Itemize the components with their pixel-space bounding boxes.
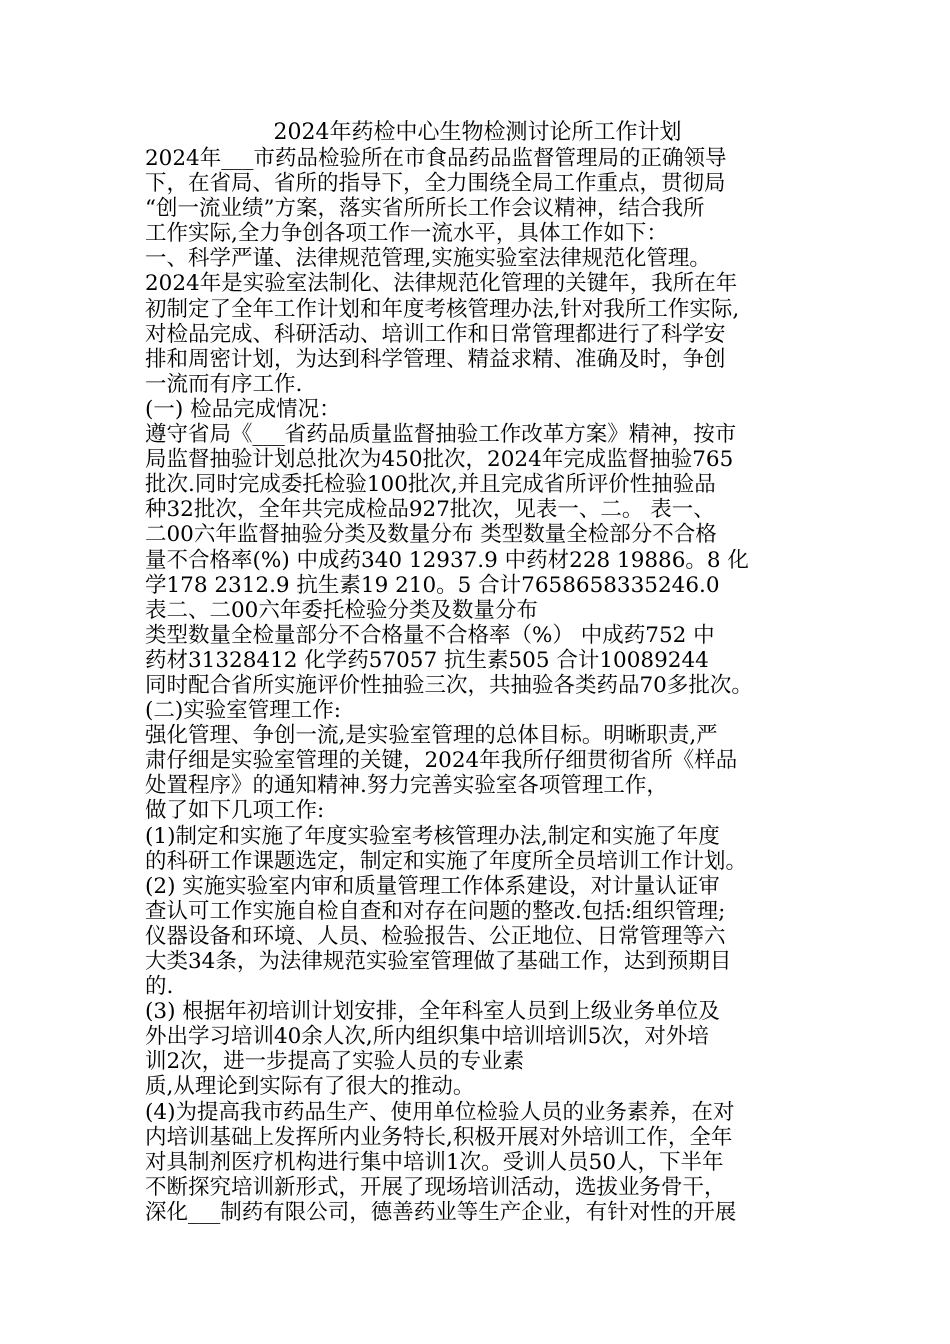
body-line: (1)制定和实施了年度实验室考核管理办法,制定和实施了年度	[145, 823, 720, 849]
body-line: 类型数量全检量部分不合格量不合格率（%） 中成药752 中	[145, 622, 715, 648]
body-line: 不断探究培训新形式，开展了现场培训活动，选拔业务骨干，	[145, 1174, 726, 1200]
body-line: 深化___制药有限公司，德善药业等生产企业，有针对性的开展	[145, 1199, 737, 1225]
body-line: (4)为提高我市药品生产、使用单位检验人员的业务素养，在对	[145, 1099, 735, 1125]
body-line: 内培训基础上发挥所内业务特长,积极开展对外培训工作，全年	[145, 1124, 733, 1150]
document-title: 2024年药检中心生物检测讨论所工作计划	[273, 120, 682, 145]
body-line: 对检品完成、科研活动、培训工作和日常管理都进行了科学安	[145, 321, 726, 347]
body-line: 表二、二00六年委托检验分类及数量分布	[145, 597, 538, 623]
body-line: 遵守省局《___省药品质量监督抽验工作改革方案》精神，按市	[145, 422, 737, 448]
body-line: (2) 实施实验室内审和质量管理工作体系建设，对计量认证审	[145, 873, 720, 899]
body-line: 做了如下几项工作:	[145, 798, 325, 824]
body-line: 工作实际,全力争创各项工作一流水平，具体工作如下：	[145, 221, 668, 247]
body-line: 质,从理论到实际有了很大的推动。	[145, 1074, 475, 1100]
body-line: 下，在省局、省所的指导下，全力围绕全局工作重点，贯彻局	[145, 171, 726, 197]
body-line: 仪器设备和环境、人员、检验报告、公正地位、日常管理等六	[145, 923, 726, 949]
body-line: 查认可工作实施自检自查和对存在问题的整改.包括:组织管理;	[145, 898, 726, 924]
body-line: 大类34条，为法律规范实验室管理做了基础工作，达到预期目	[145, 949, 732, 974]
body-line: 肃仔细是实验室管理的关键，2024年我所仔细贯彻省所《样品	[145, 748, 738, 774]
body-line: 2024年是实验室法制化、法律规范化管理的关键年，我所在年	[145, 271, 738, 297]
body-line: 排和周密计划，为达到科学管理、精益求精、准确及时，争创	[145, 346, 726, 372]
body-line: 的.	[145, 974, 174, 1000]
body-line: 药材31328412 化学药57057 抗生素505 合计10089244	[145, 647, 709, 673]
body-line: 批次.同时完成委托检验100批次,并且完成省所评价性抽验品	[145, 472, 716, 498]
section-heading: 一、科学严谨、法律规范管理,实施实验室法律规范化管理。	[145, 246, 711, 272]
body-line: 二00六年监督抽验分类及数量分布 类型数量全检部分不合格	[145, 522, 717, 548]
body-line: 一流而有序工作.	[145, 371, 303, 397]
body-line: 初制定了全年工作计划和年度考核管理办法,针对我所工作实际,	[145, 296, 740, 322]
body-line: (3) 根据年初培训计划安排，全年科室人员到上级业务单位及	[145, 999, 720, 1025]
body-line: 外出学习培训40余人次,所内组织集中培训培训5次，对外培	[145, 1024, 709, 1050]
body-line: 的科研工作课题选定，制定和实施了年度所全员培训工作计划。	[145, 848, 748, 874]
body-line: 同时配合省所实施评价性抽验三次，共抽验各类药品70多批次。	[145, 672, 753, 698]
body-line: 强化管理、争创一流,是实验室管理的总体目标。明晰职责,严	[145, 723, 718, 749]
body-line: 2024年___市药品检验所在市食品药品监督管理局的正确领导	[145, 146, 727, 171]
body-line: “创一流业绩”方案，落实省所所长工作会议精神，结合我所	[145, 196, 705, 222]
body-line: 量不合格率(%) 中成药340 12937.9 中药材228 19886。8 化	[145, 547, 749, 573]
body-line: 种32批次，全年共完成检品927批次，见表一、二。 表一、	[145, 497, 715, 523]
body-line: 局监督抽验计划总批次为450批次，2024年完成监督抽验765	[145, 447, 734, 473]
body-line: 训2次，进一步提高了实验人员的专业素	[145, 1049, 525, 1075]
subsection-heading: (二)实验室管理工作:	[145, 698, 342, 724]
document-body	[145, 146, 810, 1225]
subsection-heading: (一) 检品完成情况：	[145, 396, 341, 422]
document-page	[145, 120, 810, 1225]
body-line: 对具制剂医疗机构进行集中培训1次。受训人员50人，下半年	[145, 1149, 724, 1175]
body-line: 处置程序》的通知精神.努力完善实验室各项管理工作，	[145, 773, 668, 799]
body-line: 学178 2312.9 抗生素19 210。5 合计7658658335246.0	[145, 572, 720, 598]
